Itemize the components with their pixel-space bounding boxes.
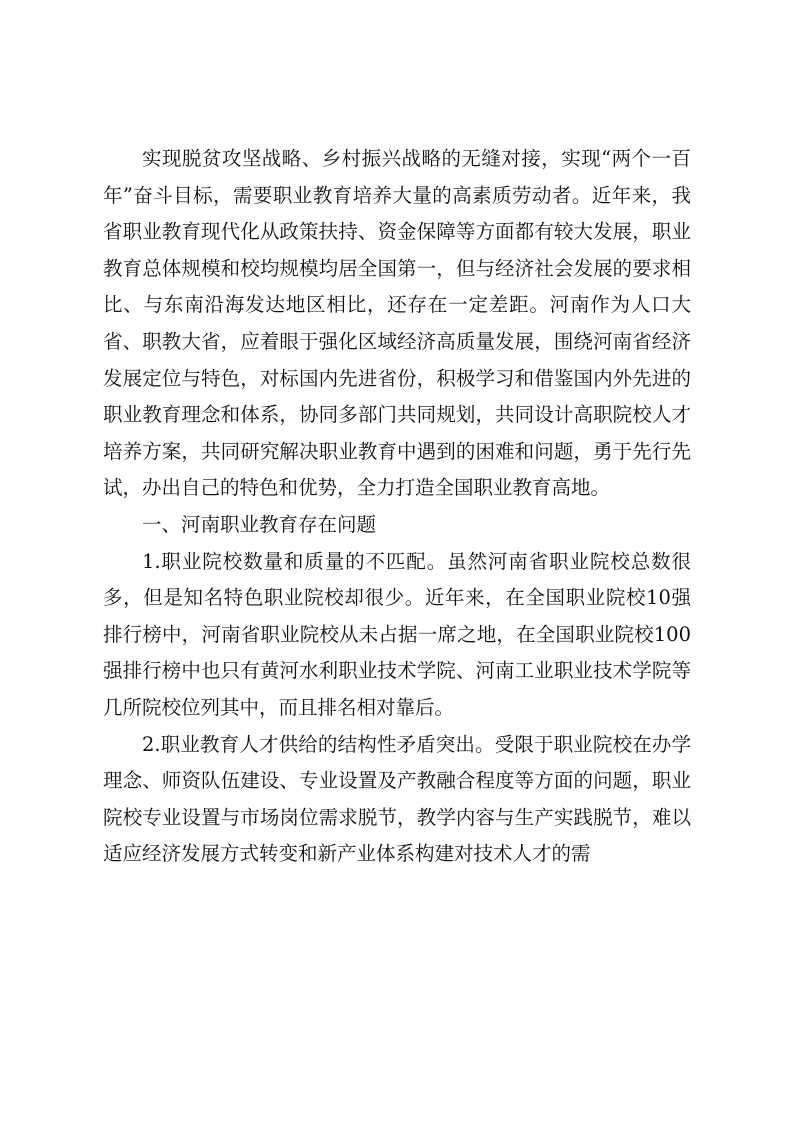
section-heading: 一、河南职业教育存在问题 xyxy=(142,512,377,536)
document-body xyxy=(103,141,691,873)
intro-paragraph: 实现脱贫攻坚战略、乡村振兴战略的无缝对接，实现“两个一百年”奋斗目标，需要职业教育培养大量的高素质劳动者。近年来，我省职业教育现代化从政策扶持、资金保障等方面都有较大发展，职业教育总体规模和校均规模均居全国第一，但与经济社会发展的要求相比、与东南沿海发达地区相比，还存在一定差距。河南作为人口大省、职教大省，应着眼于强化区域经济高质量发展，围绕河南省经济发展定位与特色，对标国内先进省份，积极学习和借鉴国内外先进的职业教育理念和体系，协同多部门共同规划，共同设计高职院校人才培养方案，共同研究解决职业教育中遇到的困难和问题，勇于先行先试，办出自己的特色和优势，全力打造全国职业教育高地。 xyxy=(103,147,691,500)
point-2-paragraph: 2.职业教育人才供给的结构性矛盾突出。受限于职业院校在办学理念、师资队伍建设、专业设置及产教融合程度等方面的问题，职业院校专业设置与市场岗位需求脱节，教学内容与生产实践脱节，难以适应经济发展方式转变和新产业体系构建对技术人才的需 xyxy=(103,732,691,866)
point-1-paragraph: 1.职业院校数量和质量的不匹配。虽然河南省职业院校总数很多，但是知名特色职业院校却很少。近年来，在全国职业院校10强排行榜中，河南省职业院校从未占据一席之地，在全国职业院校100强排行榜中也只有黄河水利职业技术学院、河南工业职业技术学院等几所院校位列其中，而且排名相对靠后。 xyxy=(103,549,691,719)
